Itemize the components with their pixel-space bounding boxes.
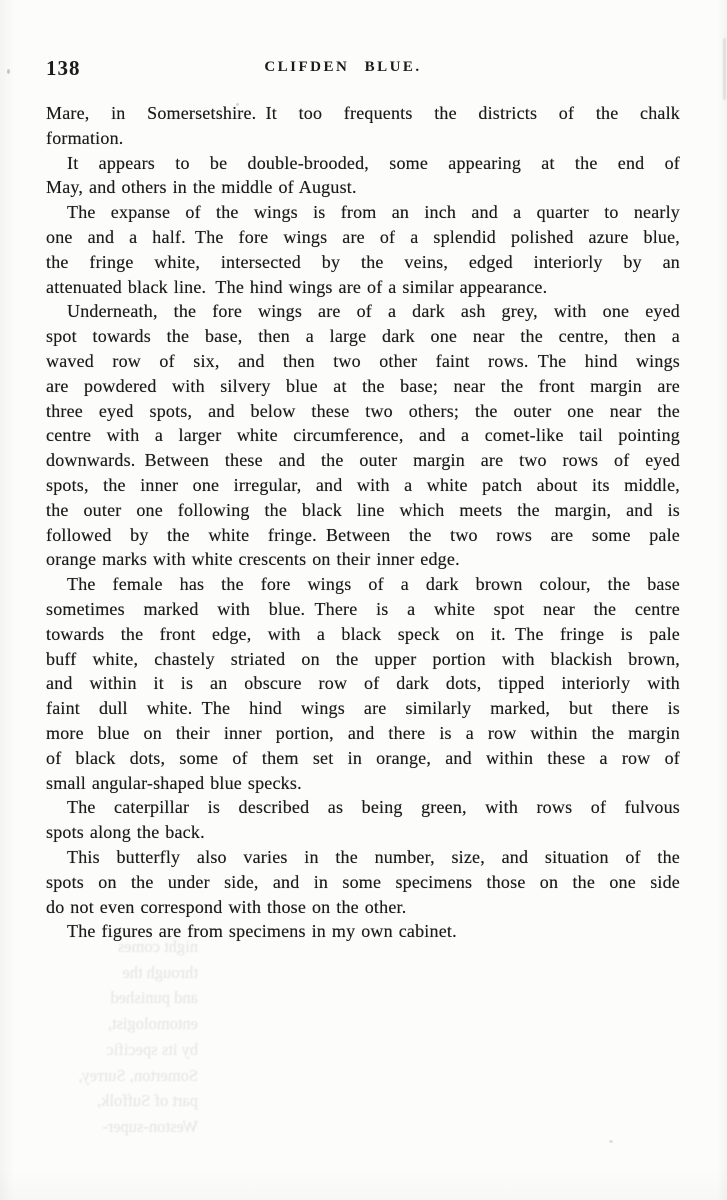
paragraph	[46, 151, 680, 201]
text-line: The caterpillar is described as being green, with rows of fulvous	[67, 797, 680, 818]
paragraph	[46, 795, 680, 845]
text-line: May, and others in the middle of August.	[46, 177, 357, 198]
text-line: towards the front edge, with a black speck on it. The fringe is pale	[46, 623, 680, 644]
text-line: The expanse of the wings is from an inch and a quarter to nearly	[67, 202, 680, 223]
text-line: buff white, chastely striated on the upper portion with blackish brown,	[46, 648, 680, 669]
text-line: followed by the white fringe. Between the two rows are some pale	[46, 524, 680, 545]
bleed-through-line: by its specific	[106, 1039, 198, 1059]
text-line: It appears to be double-brooded, some appearing at the end of	[67, 152, 680, 173]
text-line: one and a half. The fore wings are of a splendid polished azure blue,	[46, 226, 680, 247]
scan-speck	[7, 69, 10, 74]
text-line: spots on the under side, and in some specimens those on the one side	[46, 871, 680, 892]
text-line: waved row of six, and then two other faint rows. The hind wings	[46, 350, 680, 371]
text-line: downwards. Between these and the outer margin are two rows of eyed	[46, 450, 680, 471]
scan-edge-mark	[723, 38, 726, 100]
text-line: orange marks with white crescents on their inner edge.	[46, 549, 460, 570]
text-line: do not even correspond with those on the other.	[46, 896, 407, 917]
text-line: small angular-shaped blue specks.	[46, 772, 302, 793]
text-line: are powdered with silvery blue at the base; near the front margin are	[46, 375, 680, 396]
bleed-through-line: Somerton, Surrey,	[78, 1065, 198, 1085]
bleed-through-line: entomologist,	[107, 1014, 198, 1034]
text-line: faint dull white. The hind wings are similarly marked, but there is	[46, 698, 680, 719]
running-header	[46, 53, 680, 83]
text-line: Mare, in Somersetshire. It too frequents the districts of the chalk	[46, 103, 680, 123]
paragraph	[46, 200, 680, 299]
scan-speck	[609, 1140, 613, 1143]
text-line: of black dots, some of them set in orange, and within these a row of	[46, 747, 680, 768]
bleed-through-line: through the	[122, 962, 198, 982]
paragraph	[46, 845, 680, 919]
page-number: 138	[46, 56, 81, 80]
bleed-through-line: and punished	[110, 988, 198, 1008]
text-line: spots, the inner one irregular, and with a white patch about its middle,	[46, 474, 680, 495]
text-line: Underneath, the fore wings are of a dark ash grey, with one eyed	[67, 301, 680, 322]
running-header-title: CLIFDEN BLUE.	[264, 59, 422, 75]
paragraph	[46, 299, 680, 572]
text-line: three eyed spots, and below these two others; the outer one near the	[46, 400, 680, 421]
text-line: centre with a larger white circumference, and a comet-like tail pointing	[46, 425, 680, 446]
text-line: the outer one following the black line which meets the margin, and is	[46, 499, 680, 520]
text-line: attenuated black line. The hind wings are of a similar appearance.	[46, 276, 548, 297]
bleed-through-line: night comes	[117, 937, 198, 956]
bleed-through-line: part of Suffolk,	[97, 1091, 198, 1111]
text-line: The female has the fore wings of a dark brown colour, the base	[67, 574, 680, 595]
paragraph	[46, 572, 680, 795]
scan-speck	[236, 103, 239, 106]
paragraph	[46, 101, 680, 151]
text-line: more blue on their inner portion, and there is a row within the margin	[46, 722, 680, 743]
text-line: sometimes marked with blue. There is a white spot near the centre	[46, 598, 680, 619]
text-block	[46, 101, 680, 944]
text-line: This butterfly also varies in the number, size, and situation of the	[67, 846, 680, 867]
text-line: The figures are from specimens in my own cabinet.	[67, 921, 457, 942]
text-line: spot towards the base, then a large dark one near the centre, then a	[46, 326, 680, 347]
text-line: formation.	[46, 127, 124, 148]
text-line: and within it is an obscure row of dark dots, tipped interiorly with	[46, 673, 680, 694]
bleed-through-text	[30, 934, 198, 1140]
text-line: the fringe white, intersected by the veins, edged interiorly by an	[46, 251, 680, 272]
bleed-through-line: Weston-super-	[102, 1116, 198, 1136]
text-line: spots along the back.	[46, 822, 205, 843]
